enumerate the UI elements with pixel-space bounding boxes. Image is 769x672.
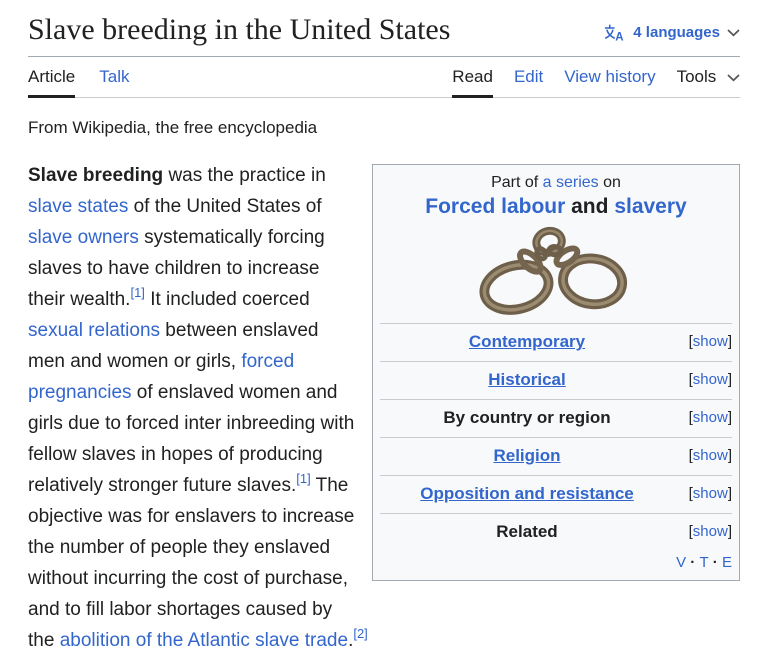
tab-read[interactable]: Read xyxy=(452,57,493,98)
text-run: systematically forcing slaves to have children to increase their wealth. xyxy=(28,227,325,310)
text-run: It included coerced xyxy=(144,289,310,310)
text-run: and xyxy=(565,195,615,218)
inline-link[interactable]: slave owners xyxy=(28,227,139,248)
languages-label: 4 languages xyxy=(633,24,720,41)
show-link[interactable]: show xyxy=(692,371,728,388)
text-run: on xyxy=(598,174,621,191)
show-link[interactable]: show xyxy=(692,485,728,502)
infobox-section-row xyxy=(380,437,732,475)
infobox-section-row xyxy=(380,475,732,513)
reference-link[interactable]: [1] xyxy=(130,284,145,300)
infobox-header xyxy=(373,165,739,319)
infobox-section-row xyxy=(380,399,732,437)
text-run: was the practice in xyxy=(163,165,326,186)
text-run: of the United States of xyxy=(128,196,322,217)
show-toggle[interactable]: [show] xyxy=(688,371,732,388)
reference-link[interactable]: [1] xyxy=(296,470,311,486)
text-run: of enslaved women and girls due to forced inter inbreeding with fellow slaves in hopes of producing relatively stronger future slaves. xyxy=(28,382,355,496)
show-link[interactable]: show xyxy=(692,409,728,426)
text-run: The objective was for enslavers to increase the number of people they enslaved without incurring the cost of purchase, and to fill labor shortages caused by the xyxy=(28,475,355,651)
tab-view-history[interactable]: View history xyxy=(564,67,656,86)
infobox-section-row xyxy=(380,361,732,399)
reference-marker xyxy=(353,626,367,641)
show-toggle[interactable]: [show] xyxy=(688,485,732,502)
svg-text:A: A xyxy=(615,31,624,41)
tab-edit[interactable]: Edit xyxy=(513,67,544,86)
vte-separator: · xyxy=(708,554,722,571)
article-content xyxy=(28,160,740,656)
bold-text: Slave breeding xyxy=(28,165,164,186)
section-link[interactable]: Contemporary xyxy=(468,332,586,351)
reference-marker xyxy=(130,285,144,300)
show-toggle[interactable]: [show] xyxy=(688,409,732,426)
tools-label: Tools xyxy=(676,67,717,86)
inline-link[interactable]: forced pregnancies xyxy=(28,351,295,403)
show-link[interactable]: show xyxy=(692,333,728,350)
tab-article[interactable]: Article xyxy=(28,57,75,98)
namespace-tabs xyxy=(28,57,129,97)
infobox-section-row xyxy=(380,323,732,361)
vte-link[interactable]: T xyxy=(699,554,709,571)
section-link[interactable]: Religion xyxy=(493,446,561,465)
tools-menu-button[interactable] xyxy=(677,57,740,98)
infobox-section-row xyxy=(380,513,732,551)
vte-links xyxy=(373,551,739,580)
languages-button[interactable] xyxy=(604,24,740,41)
show-link[interactable]: show xyxy=(692,447,728,464)
section-heading[interactable]: By country or region xyxy=(443,408,611,427)
show-toggle[interactable]: [show] xyxy=(688,333,732,350)
show-toggle[interactable]: [show] xyxy=(688,523,732,540)
text-run: . xyxy=(348,630,354,651)
inline-link[interactable]: slave states xyxy=(28,196,129,217)
reference-link[interactable]: [2] xyxy=(353,625,368,641)
tab-talk[interactable]: Talk xyxy=(99,67,130,86)
language-icon xyxy=(604,24,626,41)
vte-separator: · xyxy=(686,554,700,571)
section-link[interactable]: Historical xyxy=(488,370,566,389)
section-heading[interactable]: Related xyxy=(496,522,558,541)
inline-link[interactable]: Forced labour xyxy=(425,195,566,218)
article-header xyxy=(28,12,740,57)
show-link[interactable]: show xyxy=(692,523,728,540)
view-tabs xyxy=(452,57,740,97)
infobox-sections xyxy=(373,323,739,551)
vte-link[interactable]: E xyxy=(721,554,732,571)
shackles-image xyxy=(472,224,640,319)
text-run: Part of xyxy=(491,174,543,191)
site-subtitle: From Wikipedia, the free encyclopedia xyxy=(28,118,318,137)
section-link[interactable]: Opposition and resistance xyxy=(420,484,634,503)
chevron-down-icon xyxy=(727,67,740,87)
infobox-pretitle xyxy=(381,174,731,192)
inline-link[interactable]: slavery xyxy=(614,195,687,218)
infobox-title xyxy=(381,195,731,219)
inline-link[interactable]: sexual relations xyxy=(28,320,161,341)
show-toggle[interactable]: [show] xyxy=(688,447,732,464)
reference-marker xyxy=(296,471,310,486)
series-infobox xyxy=(372,164,740,581)
text-run: between enslaved men and women or girls, xyxy=(28,320,319,372)
chevron-down-icon xyxy=(727,24,740,41)
inline-link[interactable]: abolition of the Atlantic slave trade xyxy=(59,630,349,651)
tab-bar xyxy=(28,57,740,98)
inline-link[interactable]: a series xyxy=(542,174,599,191)
page-title: Slave breeding in the United States xyxy=(28,13,451,46)
vte-link[interactable]: V xyxy=(676,554,687,571)
